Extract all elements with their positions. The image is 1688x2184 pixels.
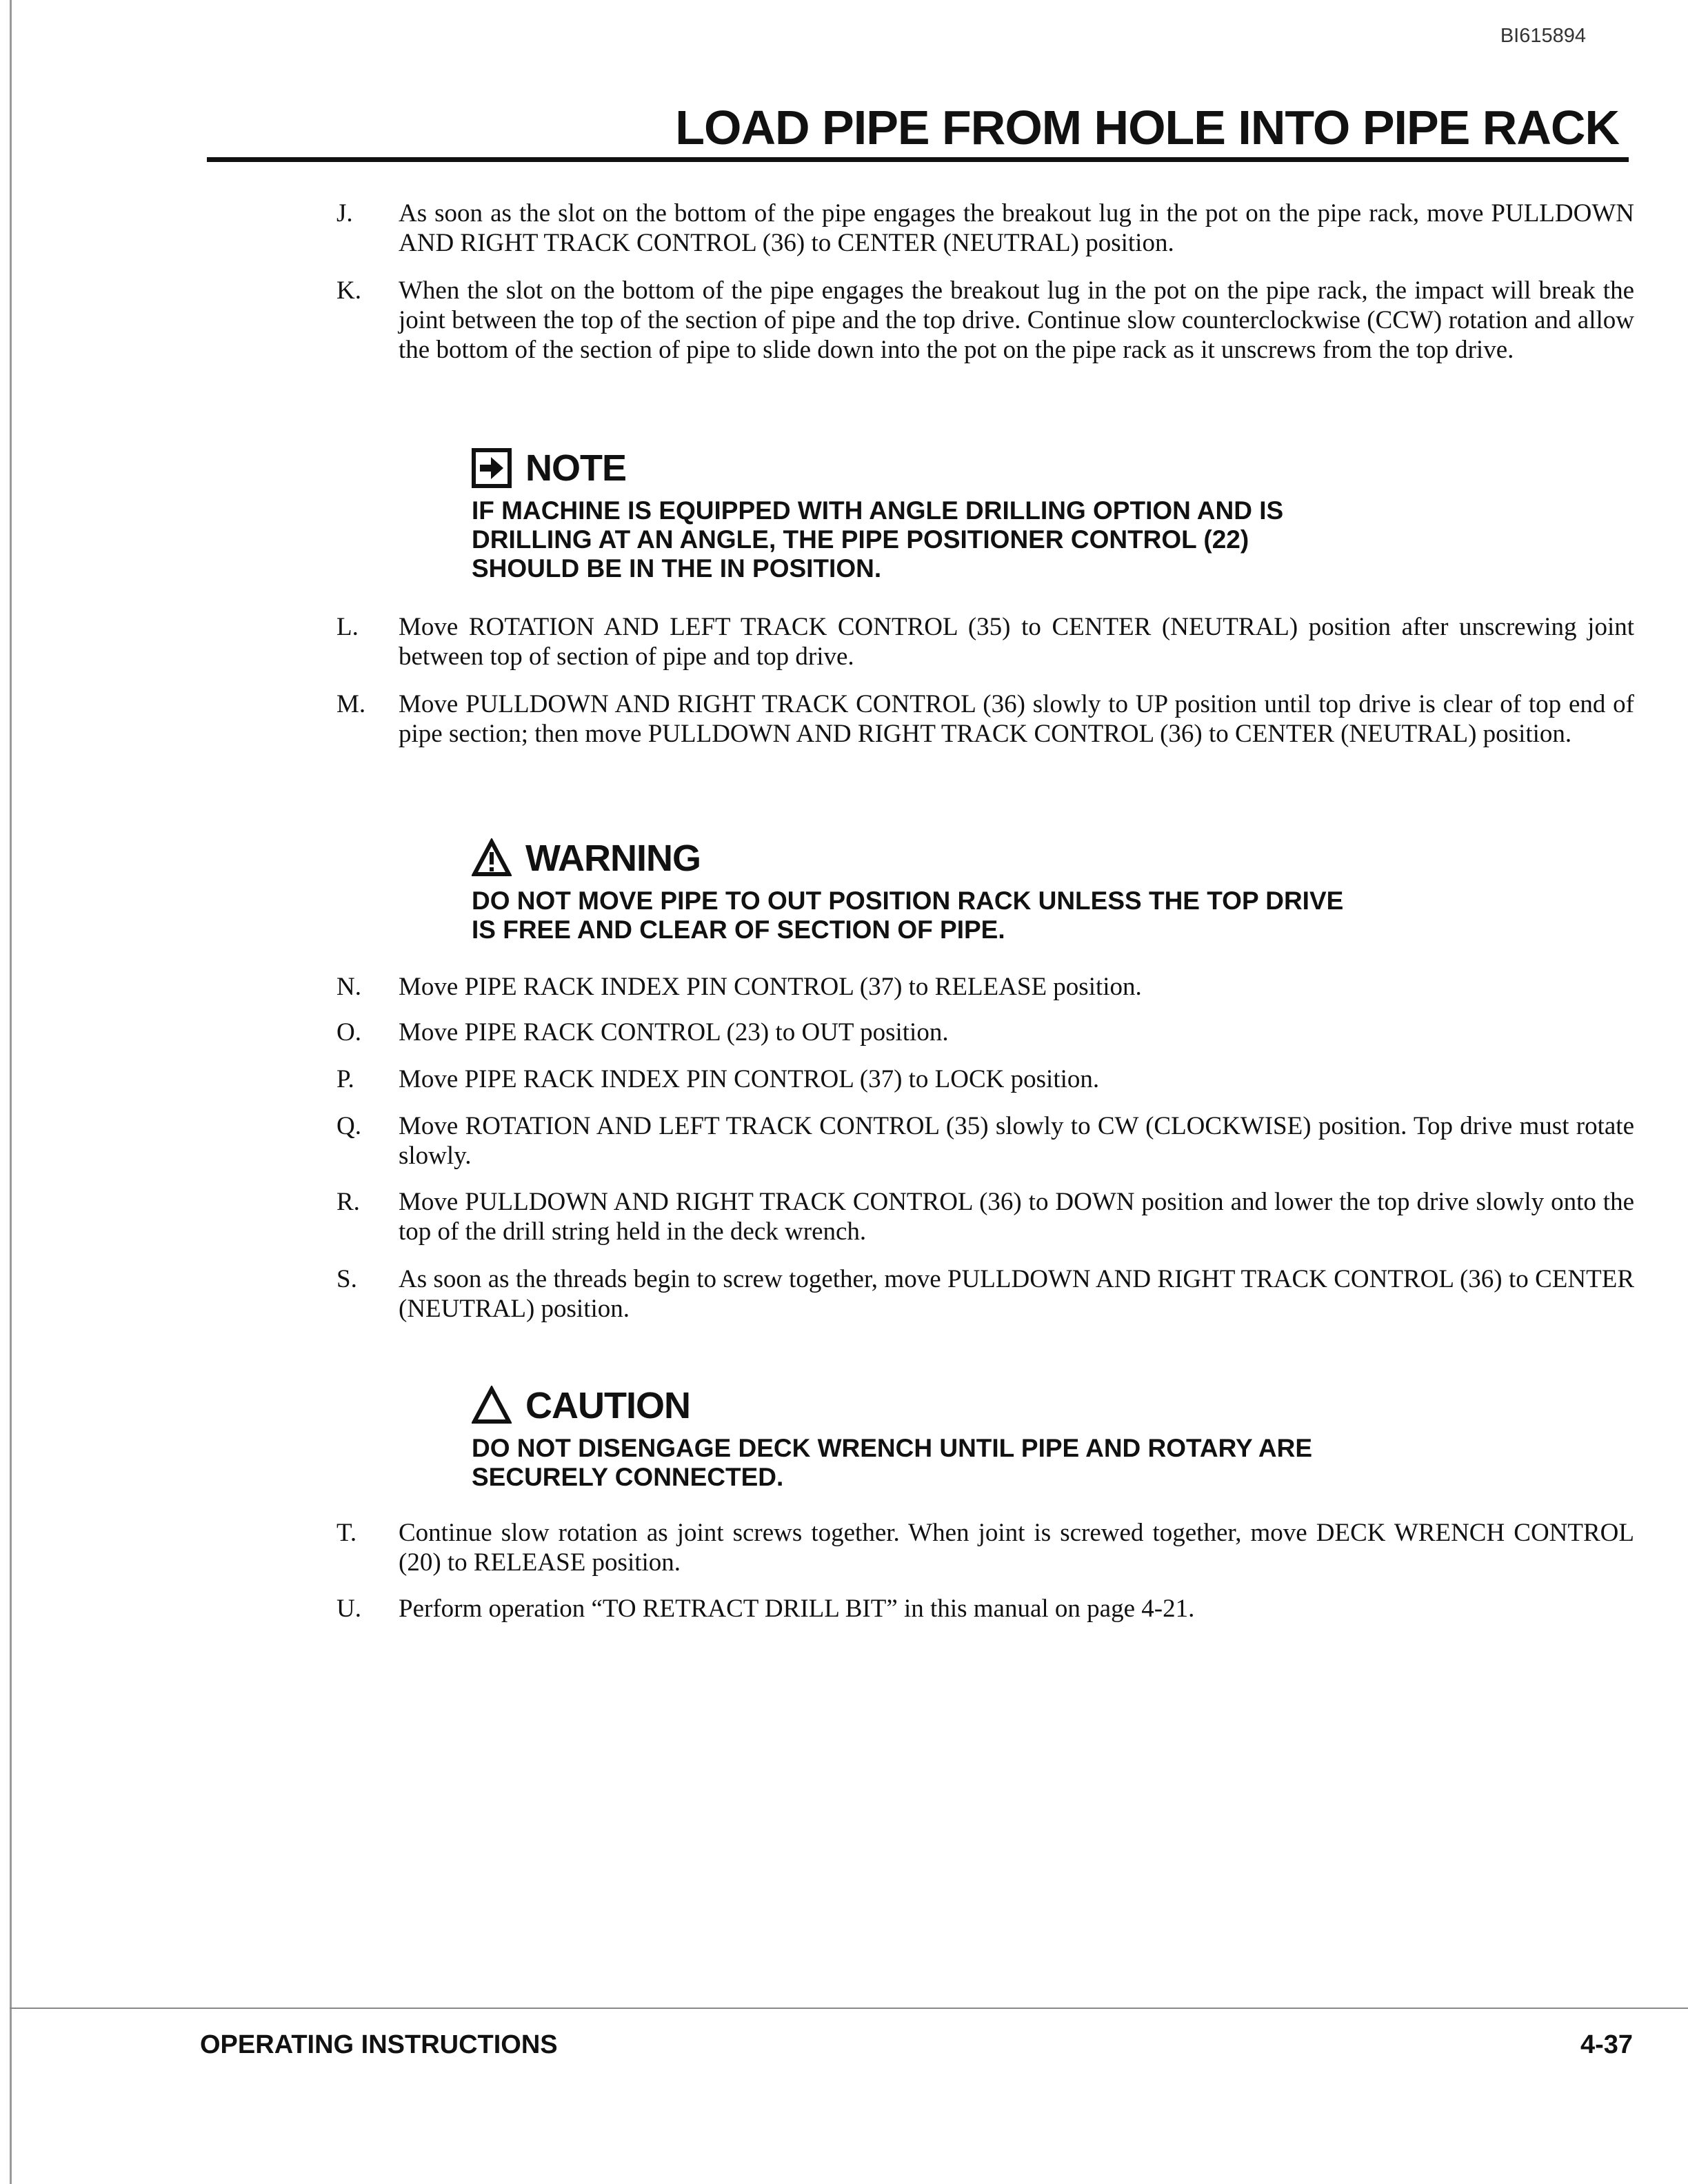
step-letter: Q. bbox=[336, 1112, 361, 1140]
step-text: Move PULLDOWN AND RIGHT TRACK CONTROL (36) to DOWN position and lower the top drive slowly onto the top of the drill string held in the deck wrench. bbox=[399, 1188, 1634, 1246]
caution-triangle-icon bbox=[472, 1386, 512, 1426]
note-heading: NOTE bbox=[525, 447, 627, 489]
step-letter: R. bbox=[336, 1188, 360, 1216]
warning-heading: WARNING bbox=[525, 838, 701, 879]
step-n bbox=[338, 972, 1634, 1002]
caution-line: SECURELY CONNECTED. bbox=[472, 1463, 784, 1491]
page-title: LOAD PIPE FROM HOLE INTO PIPE RACK bbox=[675, 101, 1619, 154]
document-id: BI615894 bbox=[1500, 25, 1586, 47]
caution-line: DO NOT DISENGAGE DECK WRENCH UNTIL PIPE AND ROTARY ARE bbox=[472, 1434, 1313, 1462]
step-letter: P. bbox=[336, 1065, 354, 1093]
caution-notice bbox=[472, 1383, 1437, 1492]
step-text: Move ROTATION AND LEFT TRACK CONTROL (35) to CENTER (NEUTRAL) position after unscrewing joint between top of section of pipe and top drive. bbox=[399, 613, 1634, 671]
step-letter: L. bbox=[336, 613, 359, 641]
note-line: IF MACHINE IS EQUIPPED WITH ANGLE DRILLING OPTION AND IS bbox=[472, 496, 1284, 525]
step-letter: U. bbox=[336, 1595, 361, 1623]
note-line: SHOULD BE IN THE IN POSITION. bbox=[472, 554, 882, 583]
step-o bbox=[338, 1018, 1634, 1047]
step-p bbox=[338, 1064, 1634, 1094]
step-text: As soon as the threads begin to screw together, move PULLDOWN AND RIGHT TRACK CONTROL (36) to CENTER (NEUTRAL) position. bbox=[399, 1265, 1634, 1323]
warning-notice bbox=[472, 836, 1437, 944]
step-s bbox=[338, 1264, 1634, 1324]
step-r bbox=[338, 1187, 1634, 1246]
footer-rule bbox=[10, 2008, 1688, 2009]
step-k bbox=[338, 276, 1634, 365]
step-text: Continue slow rotation as joint screws together. When joint is screwed together, move DECK WRENCH CONTROL (20) to RELEASE position. bbox=[399, 1519, 1634, 1577]
caution-text bbox=[472, 1434, 1437, 1492]
footer-section-title: OPERATING INSTRUCTIONS bbox=[200, 2030, 558, 2059]
step-letter: K. bbox=[336, 276, 361, 305]
step-t bbox=[338, 1518, 1634, 1577]
step-letter: M. bbox=[336, 690, 366, 718]
step-text: Move PULLDOWN AND RIGHT TRACK CONTROL (36) slowly to UP position until top drive is clear of top end of pipe section; then move PULLDOWN AND RIGHT TRACK CONTROL (36) to CENTER (NEUTRAL) position. bbox=[399, 690, 1634, 748]
step-l bbox=[338, 612, 1634, 671]
warning-text bbox=[472, 887, 1437, 944]
step-text: Move PIPE RACK INDEX PIN CONTROL (37) to RELEASE position. bbox=[399, 973, 1142, 1001]
step-text: Move PIPE RACK INDEX PIN CONTROL (37) to LOCK position. bbox=[399, 1065, 1100, 1093]
step-text: Move ROTATION AND LEFT TRACK CONTROL (35) slowly to CW (CLOCKWISE) position. Top drive must rotate slowly. bbox=[399, 1112, 1634, 1170]
step-q bbox=[338, 1111, 1634, 1171]
step-letter: T. bbox=[336, 1519, 357, 1547]
step-letter: O. bbox=[336, 1018, 361, 1046]
note-notice bbox=[472, 445, 1437, 583]
warning-triangle-icon bbox=[472, 838, 512, 878]
step-j bbox=[338, 199, 1634, 258]
caution-heading: CAUTION bbox=[525, 1385, 690, 1426]
step-u bbox=[338, 1594, 1634, 1624]
step-text: Move PIPE RACK CONTROL (23) to OUT position. bbox=[399, 1018, 949, 1046]
note-line: DRILLING AT AN ANGLE, THE PIPE POSITIONER CONTROL (22) bbox=[472, 525, 1249, 554]
step-text: As soon as the slot on the bottom of the pipe engages the breakout lug in the pot on the pipe rack, move PULLDOWN AND RIGHT TRACK CONTROL (36) to CENTER (NEUTRAL) position. bbox=[399, 199, 1634, 257]
step-letter: N. bbox=[336, 973, 361, 1001]
step-m bbox=[338, 689, 1634, 749]
step-text: When the slot on the bottom of the pipe engages the breakout lug in the pot on the pipe rack, the impact will break the joint between the top of the section of pipe and the top drive. Continue slow counterclockwise (CCW) rotation and allow the bottom of the section of pipe to slide down into the pot on the pipe rack as it unscrews from the top drive. bbox=[399, 276, 1634, 364]
page-number: 4-37 bbox=[1580, 2030, 1633, 2059]
warning-line: DO NOT MOVE PIPE TO OUT POSITION RACK UNLESS THE TOP DRIVE bbox=[472, 887, 1344, 915]
step-letter: J. bbox=[336, 199, 353, 228]
warning-line: IS FREE AND CLEAR OF SECTION OF PIPE. bbox=[472, 916, 1005, 944]
step-text: Perform operation “TO RETRACT DRILL BIT” in this manual on page 4-21. bbox=[399, 1595, 1195, 1623]
title-rule bbox=[207, 157, 1629, 162]
note-text bbox=[472, 496, 1437, 583]
step-letter: S. bbox=[336, 1265, 357, 1293]
binder-edge-line bbox=[10, 0, 12, 2184]
arrow-box-icon bbox=[472, 448, 512, 488]
